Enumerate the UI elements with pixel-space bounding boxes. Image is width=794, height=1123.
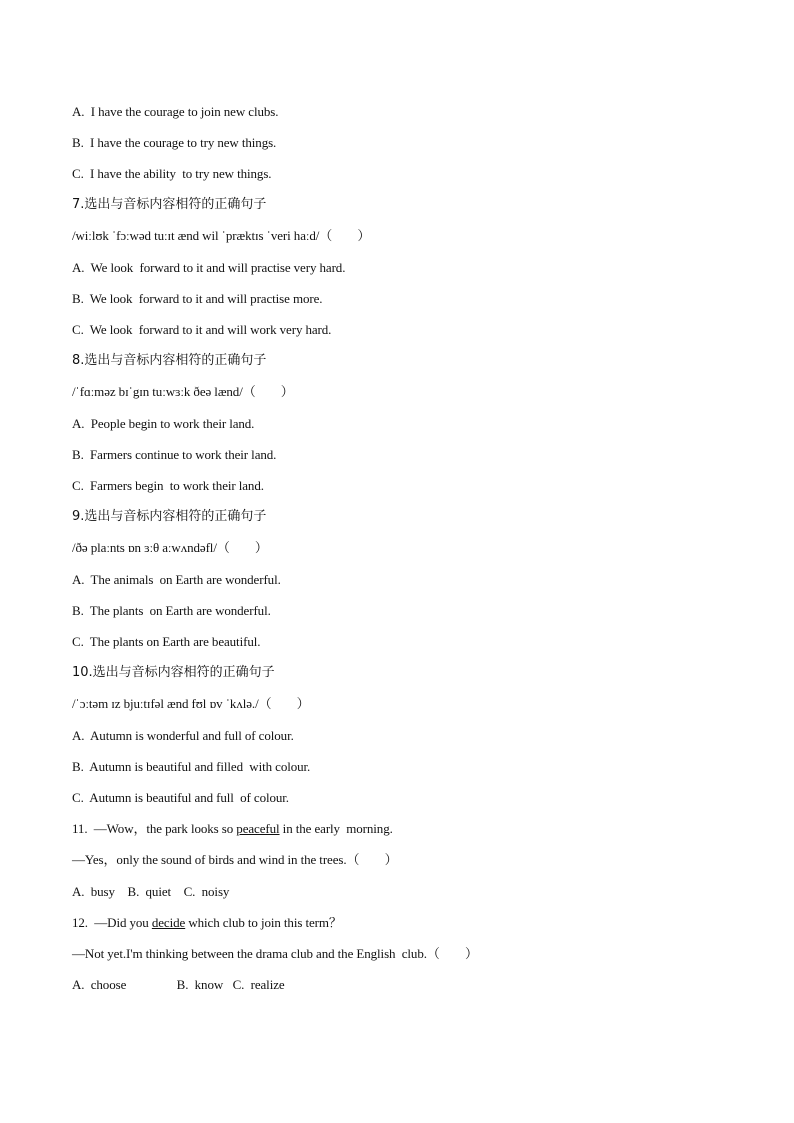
q11-underlined-word: peaceful [236, 821, 280, 836]
q9-phonetic: /ðə plaːnts ɒn ɜːθ aːwʌndəfl/（ ） [72, 540, 268, 555]
q10-phonetic: /ˈɔːtəm ɪz bjuːtɪfəl ænd fʊl ɒv ˈkʌlə./（ ） [72, 696, 310, 711]
q8-option-c: C. Farmers begin to work their land. [72, 478, 264, 493]
q7-option-c: C. We look forward to it and will work very hard. [72, 322, 332, 337]
q6-option-c: C. I have the ability to try new things. [72, 166, 272, 181]
q10-title: 10.选出与音标内容相符的正确句子 [72, 665, 275, 680]
q9-option-c: C. The plants on Earth are beautiful. [72, 634, 261, 649]
q8-title: 8.选出与音标内容相符的正确句子 [72, 353, 267, 368]
q11-text-post: in the early morning. [279, 821, 393, 836]
q7-option-b: B. We look forward to it and will practise more. [72, 291, 323, 306]
q9-option-b: B. The plants on Earth are wonderful. [72, 603, 271, 618]
q8-phonetic: /ˈfɑːməz bɪˈgɪn tuːwɜːk ðeə lænd/（ ） [72, 384, 294, 399]
q12-text-pre: 12. —Did you [72, 915, 152, 930]
q7-option-a: A. We look forward to it and will practise very hard. [72, 260, 346, 275]
q12-underlined-word: decide [151, 915, 186, 930]
q10-option-c: C. Autumn is beautiful and full of colour. [72, 790, 289, 805]
q12-question-line [72, 914, 342, 932]
q11-text-pre: 11. —Wow，the park looks so [72, 821, 237, 836]
q11-options: A. busy B. quiet C. noisy [72, 884, 230, 899]
q8-option-a: A. People begin to work their land. [72, 416, 255, 431]
q12-reply-line: —Not yet.I'm thinking between the drama club and the English club.（ ） [72, 946, 478, 961]
q7-phonetic: /wiːlʊk ˈfɔːwəd tuːɪt ænd wil ˈpræktɪs ˈveri haːd/（ ） [72, 228, 371, 243]
q12-text-post: which club to join this term？ [185, 915, 342, 930]
q10-option-a: A. Autumn is wonderful and full of colour. [72, 728, 294, 743]
q9-title: 9.选出与音标内容相符的正确句子 [72, 509, 267, 524]
q12-options: A. choose B. know C. realize [72, 977, 285, 992]
q11-question-line [72, 820, 393, 838]
q6-option-b: B. I have the courage to try new things. [72, 135, 277, 150]
q11-reply-line: —Yes，only the sound of birds and wind in the trees.（ ） [72, 852, 398, 867]
q8-option-b: B. Farmers continue to work their land. [72, 447, 277, 462]
q7-title: 7.选出与音标内容相符的正确句子 [72, 197, 267, 212]
q10-option-b: B. Autumn is beautiful and filled with colour. [72, 759, 311, 774]
q6-option-a: A. I have the courage to join new clubs. [72, 104, 279, 119]
q9-option-a: A. The animals on Earth are wonderful. [72, 572, 281, 587]
